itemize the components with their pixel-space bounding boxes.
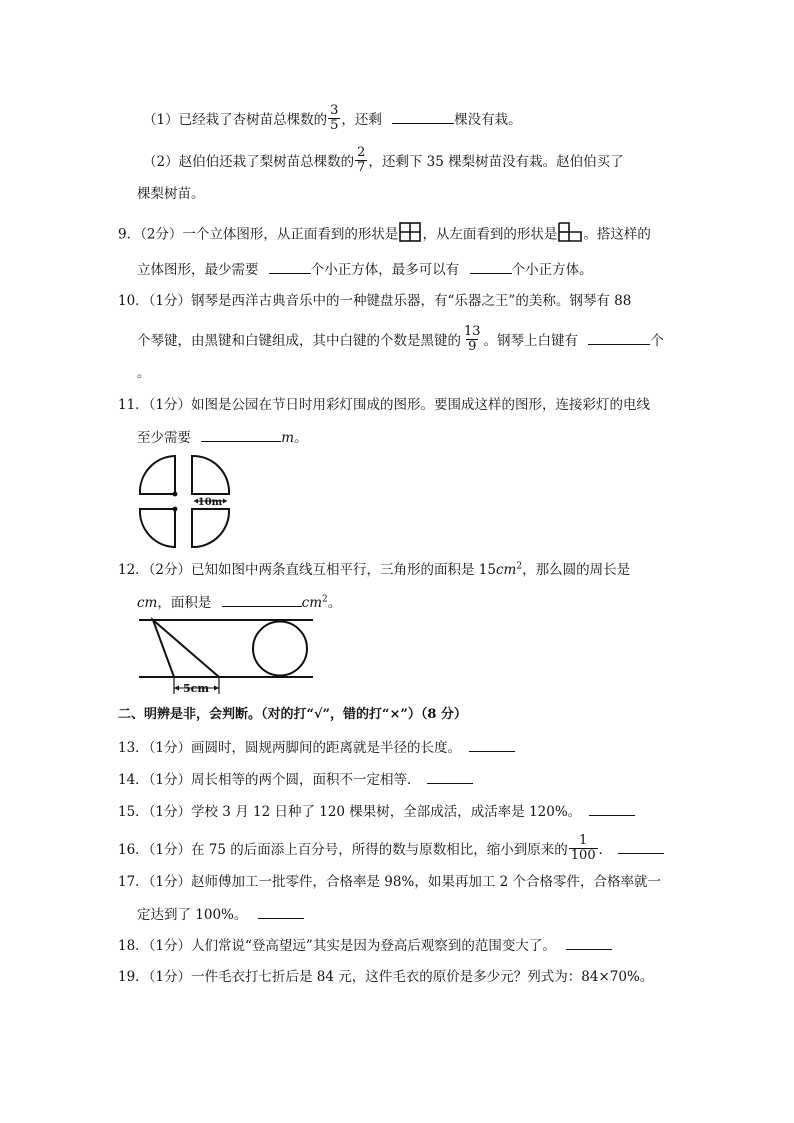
q12-line1-end: ，那么圆的周长是 [522, 562, 631, 578]
answer-blank[interactable] [470, 259, 512, 274]
fraction-numerator: 13 [464, 324, 481, 339]
answer-blank[interactable] [469, 737, 515, 752]
question-text: 13．（1分）画圆时，圆规两脚间的距离就是半径的长度。 [118, 740, 462, 756]
question-text: 14．（1分）周长相等的两个圆，面积不一定相等． [118, 772, 421, 788]
judge-item-17-line1: 17．（1分）赵师傅加工一批零件，合格率是 98%，如果再加工 2 个合格零件，合格率就一 [118, 874, 661, 890]
answer-blank[interactable] [588, 330, 650, 345]
answer-blank[interactable] [258, 904, 304, 919]
q10-line3: 。 [137, 365, 151, 381]
q9-line1-end: 。搭这样的 [583, 226, 651, 243]
q10-line2-prefix: 个琴键，由黑键和白键组成，其中白键的个数是黑键的 [137, 333, 461, 349]
dimension-label: 10m [197, 497, 223, 508]
q9-line1-prefix: 9．（2分）一个立体图形，从正面看到的形状是 [118, 226, 399, 243]
q9-line2-b: 个小正方体，最多可以有 [310, 262, 460, 278]
q8-part1-mid: ，还剩 [341, 112, 382, 128]
superscript: 2 [322, 594, 328, 605]
q12-line2 [137, 592, 341, 613]
judge-item-18 [118, 935, 612, 956]
answer-blank[interactable] [392, 109, 454, 124]
parallel-lines-figure [137, 617, 317, 703]
q8-part1-end: 棵没有栽。 [454, 112, 522, 128]
unit-m: m [281, 430, 295, 446]
q8-part1 [143, 103, 522, 135]
grid-2x2-icon [399, 222, 421, 248]
l-shape-icon [558, 222, 582, 248]
fraction-numerator: 3 [330, 103, 339, 118]
q12-line2-end: 。 [327, 595, 342, 611]
judge-item-13 [118, 737, 515, 758]
fraction-1-100 [569, 834, 598, 863]
q11-line2-end: 。 [294, 430, 308, 446]
judge-item-19: 19．（1分）一件毛衣打七折后是 84 元，这件毛衣的原价是多少元？列式为：84×70%。 [118, 969, 654, 985]
question-end: ． [598, 842, 613, 858]
q9-line2 [137, 259, 593, 280]
fraction-denominator: 5 [330, 118, 339, 133]
fraction-13-9 [462, 325, 483, 354]
fraction-numerator: 1 [579, 833, 588, 848]
fraction-numerator: 2 [357, 145, 366, 160]
answer-blank[interactable] [618, 839, 664, 854]
q9-line1 [118, 222, 651, 248]
answer-blank[interactable] [222, 592, 302, 607]
question-text: 16．（1分）在 75 的后面添上百分号，所得的数与原数相比，缩小到原来的 [118, 842, 568, 858]
judge-item-16 [118, 833, 664, 865]
judge-item-17-line2 [137, 904, 304, 925]
unit-cm: cm [496, 562, 517, 578]
q11-line2 [137, 427, 308, 448]
judge-item-14 [118, 769, 473, 790]
question-text: 18．（1分）人们常说“登高望远”其实是因为登高后观察到的范围变大了。 [118, 938, 556, 954]
q10-line2 [137, 324, 664, 356]
fraction-denominator: 9 [468, 339, 477, 354]
q9-line1-mid: ，从左面看到的形状是 [422, 226, 558, 243]
unit-cm: cm [137, 595, 158, 611]
q11-line1: 11．（1分）如图是公园在节日时用彩灯围成的图形。要围成这样的图形，连接彩灯的电线 [118, 397, 651, 413]
fraction-denominator: 100 [570, 848, 596, 863]
q9-line2-c: 个小正方体。 [511, 262, 593, 278]
q8-part2-prefix: （2）赵伯伯还栽了梨树苗总棵数的 [143, 154, 355, 170]
q12-line1 [118, 560, 630, 580]
q12-line2-mid: ，面积是 [157, 595, 212, 611]
q10-line2-mid: 。钢琴上白键有 [483, 333, 579, 349]
fraction-denominator: 7 [357, 160, 366, 175]
section-heading: 二、明辨是非，会判断。（对的打“√”，错的打“×”）（8 分） [118, 707, 467, 722]
q12-line1-prefix: 12．（2分）已知如图中两条直线互相平行，三角形的面积是 15 [118, 562, 496, 578]
fraction-3-5 [328, 104, 340, 133]
lantern-figure [137, 452, 233, 554]
triangle-circle-diagram [137, 617, 317, 699]
question-text: 定达到了 100%。 [137, 907, 248, 923]
q10-line1: 10．（1分）钢琴是西洋古典音乐中的一种键盘乐器，有“乐器之王”的美称。钢琴有 88 [118, 293, 632, 309]
quarter-circles-diagram [137, 452, 233, 550]
q8-part2 [143, 145, 624, 177]
fraction-2-7 [355, 146, 367, 175]
answer-blank[interactable] [566, 935, 612, 950]
question-text: 15．（1分）学校 3 月 12 日种了 120 棵果树，全部成活，成活率是 120%。 [118, 804, 582, 820]
q8-part2-rest: ，还剩下 35 棵梨树苗没有栽。赵伯伯买了 [368, 154, 624, 170]
dimension-label: 5cm [183, 682, 209, 695]
q8-part1-prefix: （1）已经栽了杏树苗总棵数的 [143, 112, 328, 128]
q9-line2-a: 立体图形，最少需要 [137, 262, 259, 278]
superscript: 2 [516, 561, 523, 572]
answer-blank[interactable] [201, 427, 281, 442]
q11-line2-prefix: 至少需要 [137, 430, 191, 446]
q10-line2-end: 个 [650, 333, 664, 349]
unit-cm: cm [301, 595, 323, 611]
answer-blank[interactable] [589, 801, 635, 816]
q8-part2-line2: 棵梨树苗。 [137, 186, 205, 202]
answer-blank[interactable] [427, 769, 473, 784]
judge-item-15 [118, 801, 635, 822]
answer-blank[interactable] [269, 259, 311, 274]
